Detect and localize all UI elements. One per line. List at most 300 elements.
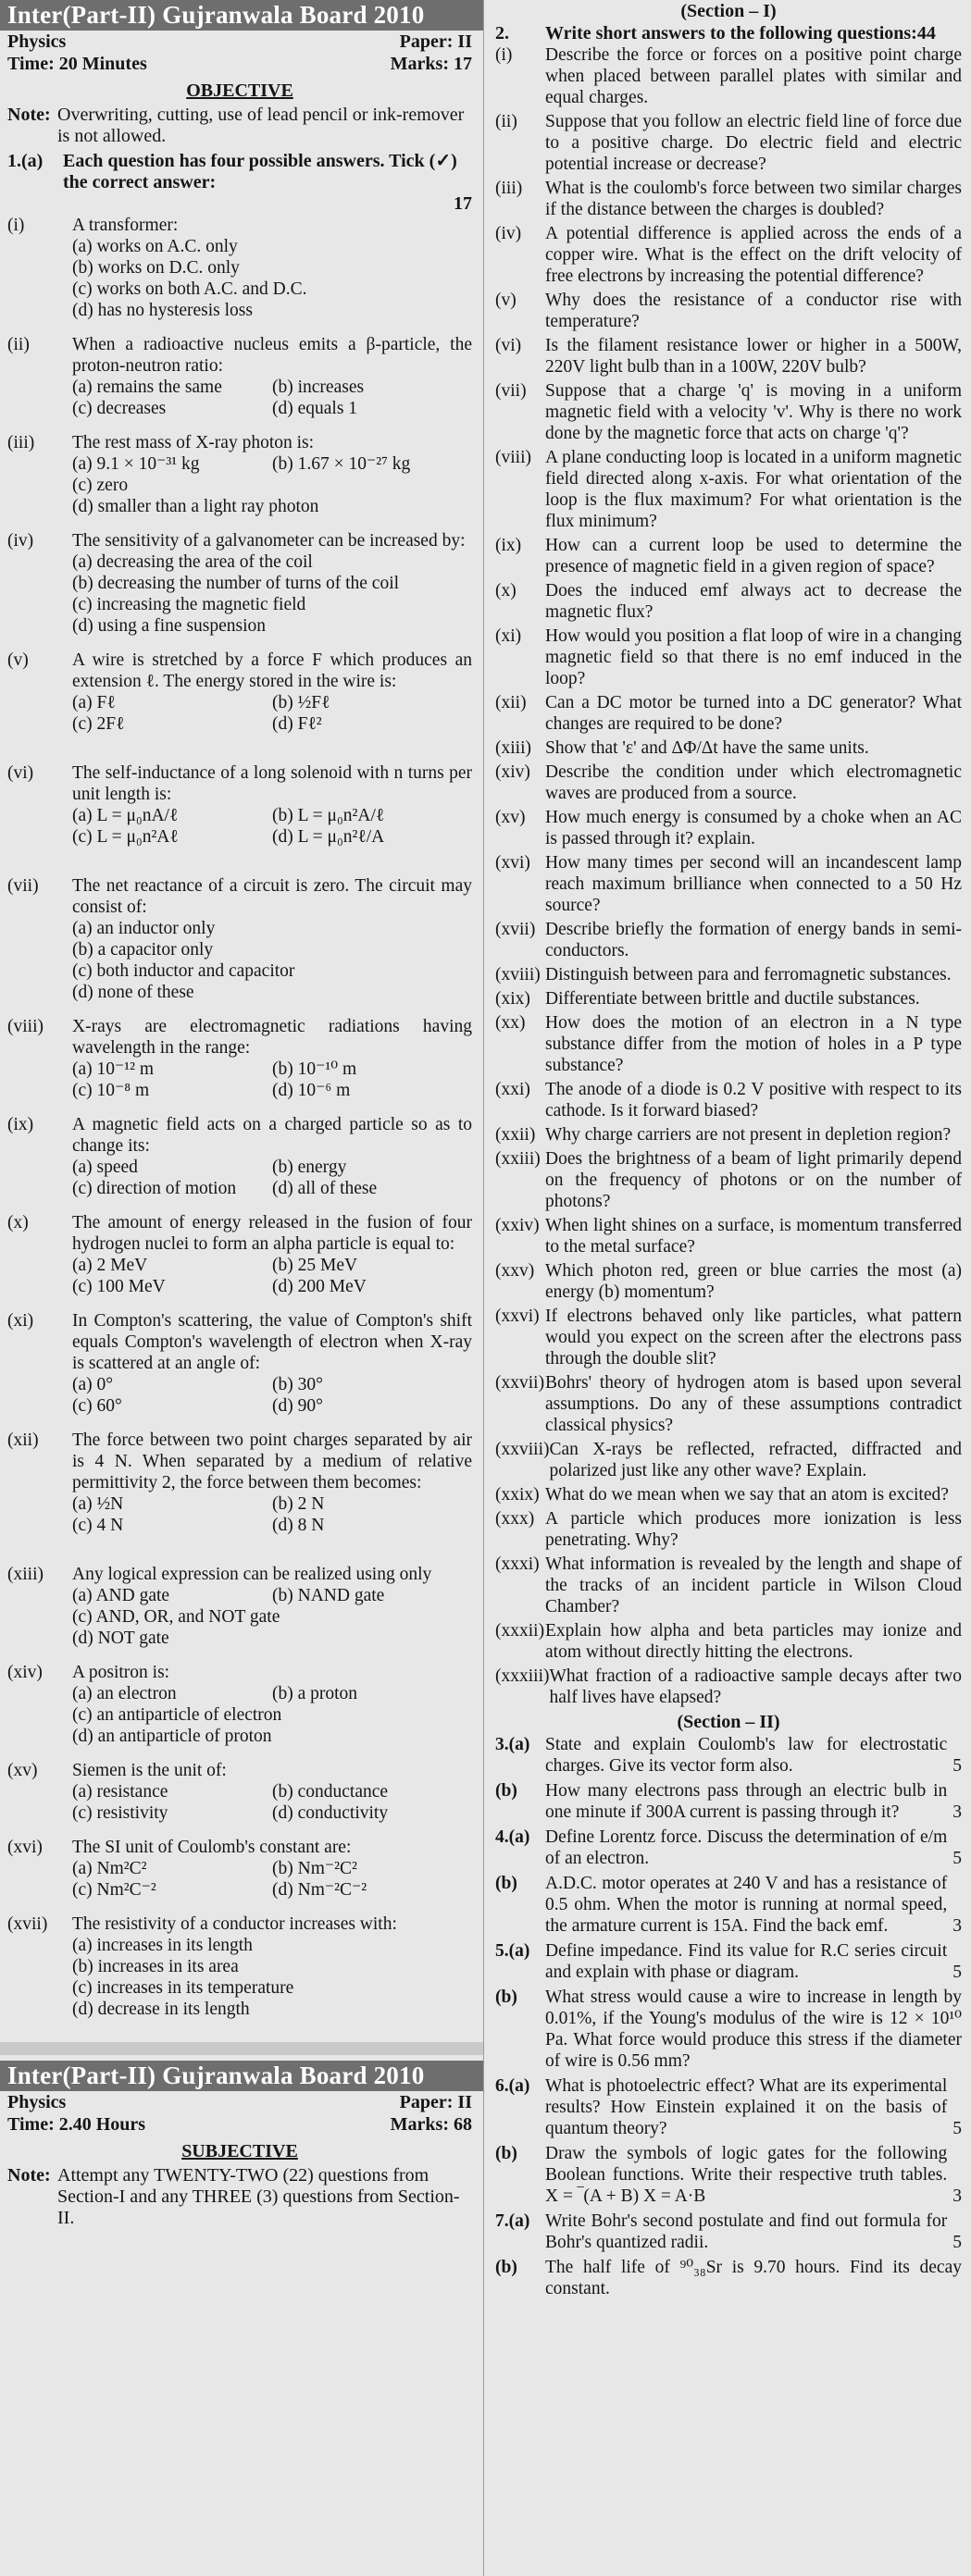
- mcq-option: (c) increases in its temperature: [72, 1978, 294, 1998]
- mcq-question: [7, 650, 472, 735]
- mcq-stem: Any logical expression can be realized using only: [72, 1565, 432, 1584]
- mcq-option: (d) conductivity: [272, 1803, 389, 1823]
- mcq-option: (b) ½Fℓ: [272, 693, 330, 712]
- spacer: [7, 1536, 472, 1564]
- short-question-number: (i): [495, 45, 513, 65]
- mcq-question: [7, 1212, 472, 1297]
- mcq-number: (iii): [7, 433, 35, 452]
- mcq-body: [72, 1114, 472, 1199]
- marks: Marks: 17: [390, 54, 472, 74]
- mcq-option: (d) has no hysteresis loss: [72, 301, 253, 320]
- short-question: [495, 380, 962, 444]
- long-question-number: (b): [495, 1781, 517, 1801]
- mcq-body: [72, 762, 472, 848]
- mcq-option: (d) decrease in its length: [72, 2000, 250, 2019]
- mcq-body: [72, 1913, 472, 2020]
- short-question: [495, 535, 962, 577]
- mcq-option: (d) 10⁻⁶ m: [272, 1081, 351, 1100]
- mcq-stem: A transformer:: [72, 216, 179, 235]
- short-question-number: (xi): [495, 626, 522, 646]
- short-question-text: Distinguish between para and ferromagnetic substances.: [545, 965, 952, 985]
- spacer: [7, 517, 472, 530]
- mcq-options: [72, 805, 472, 848]
- mcq-list: [7, 215, 472, 2033]
- section-2-heading: (Section – II): [677, 1712, 780, 1732]
- short-question-number: (xxviii): [495, 1440, 550, 1459]
- long-question: [495, 1940, 962, 1983]
- mcq-option: (c) AND, OR, and NOT gate: [72, 1607, 280, 1627]
- short-question-number: (xvi): [495, 853, 530, 873]
- mcq-stem: The resistivity of a conductor increases with:: [72, 1914, 397, 1934]
- mcq-option: (c) 100 MeV: [72, 1277, 166, 1296]
- short-question: [495, 988, 962, 1009]
- mcq-option: (c) both inductor and capacitor: [72, 961, 295, 981]
- note-label: Note:: [7, 105, 51, 125]
- spacer: [7, 1003, 472, 1016]
- long-question-number: 4.(a): [495, 1827, 530, 1847]
- short-question: [495, 1666, 962, 1708]
- short-question-number: (vii): [495, 381, 527, 401]
- mcq-body: [72, 530, 472, 637]
- mcq-number: (xvi): [7, 1838, 43, 1857]
- mcq-question: [7, 1564, 472, 1649]
- time: Time: 20 Minutes: [7, 54, 147, 74]
- short-question: [495, 625, 962, 689]
- subjective-note-label: Note:: [7, 2165, 51, 2186]
- q2-number: 2.: [495, 23, 509, 43]
- mcq-option: (b) a capacitor only: [72, 940, 214, 960]
- mcq-question: [7, 334, 472, 419]
- long-question: [495, 1734, 962, 1777]
- short-question-text: Describe the condition under which electromagnetic waves are produced from a source.: [545, 762, 962, 803]
- short-question-number: (x): [495, 581, 517, 601]
- short-question-text: If electrons behaved only like particles, what pattern would you expect on the screen after the electrons pass through the double slit?: [545, 1307, 962, 1368]
- mcq-option: (a) remains the same: [72, 378, 222, 397]
- mcq-body: [72, 1212, 472, 1297]
- mcq-options: [72, 1255, 472, 1297]
- short-question-number: (xxxi): [495, 1554, 540, 1574]
- mcq-option: (d) 8 N: [272, 1516, 325, 1535]
- mcq-option: (a) Fℓ: [72, 693, 116, 712]
- mcq-option: (b) energy: [272, 1158, 347, 1177]
- mcq-option: (c) works on both A.C. and D.C.: [72, 279, 307, 299]
- spacer: [7, 735, 472, 762]
- mcq-option: (a) ½N: [72, 1494, 124, 1514]
- mcq-number: (iv): [7, 531, 34, 551]
- short-question-number: (viii): [495, 448, 531, 467]
- mcq-options: [72, 1157, 472, 1199]
- short-question: [495, 335, 962, 378]
- mcq-question: [7, 762, 472, 848]
- mcq-option: (a) works on A.C. only: [72, 237, 238, 256]
- mcq-options: [72, 1683, 472, 1704]
- mcq-body: [72, 1662, 472, 1747]
- short-question-text: What is the coulomb's force between two similar charges if the distance between the charges is doubled?: [545, 179, 962, 219]
- short-question: [495, 762, 962, 804]
- mcq-option: (c) 10⁻⁸ m: [72, 1081, 150, 1100]
- mcq-stem: When a radioactive nucleus emits a β-particle, the proton-neutron ratio:: [72, 335, 472, 376]
- mcq-question: [7, 215, 472, 321]
- short-question-text: Suppose that a charge 'q' is moving in a uniform magnetic field with a velocity 'v'. Why is there no work done by the magnetic force that acts on charge 'q'?: [545, 381, 962, 443]
- long-question-marks: 5: [952, 2233, 962, 2252]
- mcq-option: (d) an antiparticle of proton: [72, 1727, 272, 1746]
- mcq-body: [72, 1760, 472, 1824]
- mcq-number: (ii): [7, 335, 30, 354]
- mcq-option: (a) Nm²C²: [72, 1859, 147, 1878]
- long-question-text: State and explain Coulomb's law for electrostatic charges. Give its vector form also.: [545, 1735, 948, 1776]
- mcq-option: (c) L = μ₀n²Aℓ: [72, 827, 179, 847]
- spacer: [7, 848, 472, 875]
- short-question-text: How would you position a flat loop of wire in a changing magnetic field so that there is no emf induced in the loop?: [545, 626, 962, 688]
- short-question: [495, 1554, 962, 1617]
- subjective-meta-2: [7, 2113, 472, 2136]
- short-question-number: (xvii): [495, 920, 536, 939]
- short-question-number: (iv): [495, 224, 522, 243]
- spacer: [7, 637, 472, 650]
- short-question: [495, 44, 962, 108]
- short-question-text: Does the induced emf always act to decrease the magnetic flux?: [545, 581, 962, 622]
- mcq-stem: The force between two point charges separated by air is 4 N. When separated by a medium of relative permittivity 2, the force between them becomes:: [72, 1430, 472, 1492]
- objective-heading: OBJECTIVE: [186, 80, 293, 101]
- short-question-text: Why does the resistance of a conductor rise with temperature?: [545, 291, 962, 331]
- short-question-text: How can a current loop be used to determine the presence of magnetic field in a given region of space?: [545, 536, 962, 576]
- mcq-option: (d) 200 MeV: [272, 1277, 367, 1296]
- short-question-text: Can a DC motor be turned into a DC generator? What changes are required to be done?: [545, 693, 962, 734]
- short-question-number: (xxix): [495, 1485, 540, 1505]
- note-text: Overwriting, cutting, use of lead pencil or ink-remover is not allowed.: [57, 105, 465, 146]
- mcq-option: (d) NOT gate: [72, 1629, 169, 1648]
- mcq-question: [7, 1837, 472, 1901]
- mcq-option: (b) works on D.C. only: [72, 258, 240, 278]
- short-question-number: (xxiii): [495, 1149, 541, 1169]
- long-question-marks: 3: [952, 2186, 962, 2206]
- short-question-text: A plane conducting loop is located in a uniform magnetic field directed along x-axis. For what orientation of the loop is the flux maximum? For what orientation is the flux minimum?: [545, 448, 962, 531]
- short-question: [495, 447, 962, 532]
- mcq-option: (b) 30°: [272, 1375, 323, 1394]
- mcq-option: (d) smaller than a light ray photon: [72, 497, 319, 516]
- spacer: [7, 321, 472, 334]
- long-question-list: [495, 1734, 962, 2299]
- short-question: [495, 1012, 962, 1076]
- short-question-number: (xviii): [495, 965, 541, 985]
- mcq-number: (xiii): [7, 1565, 44, 1584]
- mcq-number: (vii): [7, 876, 39, 896]
- subjective-paper: Paper: II: [399, 2092, 472, 2112]
- long-question-number: 6.(a): [495, 2076, 530, 2096]
- short-question-text: Differentiate between brittle and ductile substances.: [545, 989, 920, 1009]
- long-question-text: How many electrons pass through an electric bulb in one minute if 300A current is passing through it?: [545, 1781, 948, 1822]
- short-question-number: (ix): [495, 536, 522, 555]
- long-question-marks: 5: [952, 2119, 962, 2138]
- mcq-question: [7, 1913, 472, 2020]
- short-question-text: Which photon red, green or blue carries the most (a) energy (b) momentum?: [545, 1261, 962, 1302]
- divider: [0, 2042, 483, 2055]
- long-question: [495, 2257, 962, 2299]
- mcq-question: [7, 1760, 472, 1824]
- short-question-text: Describe the force or forces on a positive point charge when placed between parallel plates with similar and equal charges.: [545, 45, 962, 107]
- mcq-stem: The sensitivity of a galvanometer can be increased by:: [72, 531, 466, 551]
- mcq-number: (xvii): [7, 1914, 48, 1934]
- short-question: [495, 852, 962, 916]
- long-question-marks: 3: [952, 1802, 962, 1822]
- mcq-body: [72, 1564, 472, 1649]
- mcq-option: (a) increases in its length: [72, 1936, 253, 1955]
- mcq-option: (b) decreasing the number of turns of the coil: [72, 574, 400, 593]
- short-question-number: (xxxiii): [495, 1666, 550, 1686]
- objective-note: [7, 105, 472, 147]
- mcq-option: (b) 25 MeV: [272, 1256, 358, 1275]
- mcq-option: (b) L = μ₀n²A/ℓ: [272, 806, 385, 825]
- mcq-option: (c) resistivity: [72, 1803, 168, 1823]
- short-question: [495, 964, 962, 985]
- mcq-number: (v): [7, 650, 29, 670]
- mcq-question: [7, 1662, 472, 1747]
- mcq-question: [7, 530, 472, 637]
- mcq-option: (a) 9.1 × 10⁻³¹ kg: [72, 454, 200, 474]
- mcq-stem: A positron is:: [72, 1663, 170, 1682]
- long-question-marks: 5: [952, 1849, 962, 1868]
- long-question-text: The half life of ⁹⁰₃₈Sr is 9.70 hours. Find its decay constant.: [545, 2258, 962, 2298]
- mcq-option: (c) direction of motion: [72, 1179, 237, 1198]
- long-question: [495, 2075, 962, 2139]
- mcq-options: [72, 1781, 472, 1824]
- mcq-option: (c) decreases: [72, 399, 167, 418]
- mcq-options: [72, 692, 472, 735]
- mcq-options: [72, 1059, 472, 1101]
- long-question-text: Write Bohr's second postulate and find out formula for Bohr's quantized radii.: [545, 2211, 948, 2252]
- mcq-option: (a) AND gate: [72, 1586, 170, 1605]
- objective-column: [0, 0, 483, 2576]
- short-question: [495, 919, 962, 961]
- mcq-option: (a) an electron: [72, 1684, 177, 1703]
- objective-banner: Inter(Part-II) Gujranwala Board 2010: [0, 0, 483, 31]
- short-question: [495, 1620, 962, 1663]
- mcq-stem: A magnetic field acts on a charged particle so as to change its:: [72, 1115, 472, 1156]
- mcq-options: [72, 453, 472, 475]
- subjective-note-text: Attempt any TWENTY-TWO (22) questions from Section-I and any THREE (3) questions from Section-II.: [57, 2165, 460, 2228]
- long-question-number: (b): [495, 1988, 517, 2007]
- mcq-stem: The SI unit of Coulomb's constant are:: [72, 1838, 352, 1857]
- mcq-option: (d) L = μ₀n²ℓ/A: [272, 827, 385, 847]
- short-question-text: How much energy is consumed by a choke when an AC is passed through it? explain.: [545, 808, 962, 848]
- long-question: [495, 2143, 962, 2207]
- mcq-number: (ix): [7, 1115, 34, 1134]
- mcq-question: [7, 875, 472, 1003]
- subjective-heading: SUBJECTIVE: [181, 2141, 298, 2161]
- short-question-number: (xxi): [495, 1080, 530, 1099]
- short-question-number: (ii): [495, 112, 517, 131]
- spacer: [7, 1297, 472, 1310]
- mcq-option: (a) L = μ₀nA/ℓ: [72, 806, 179, 825]
- short-question-text: Explain how alpha and beta particles may ionize and atom without directly hitting the electrons.: [545, 1621, 962, 1662]
- mcq-question: [7, 1430, 472, 1536]
- short-question-text: A potential difference is applied across the ends of a copper wire. What is the effect on the drift velocity of free electrons by increasing the potential difference?: [545, 224, 962, 286]
- mcq-stem: Siemen is the unit of:: [72, 1761, 227, 1780]
- long-question: [495, 1780, 962, 1823]
- mcq-option: (a) decreasing the area of the coil: [72, 552, 313, 572]
- long-question-marks: 3: [952, 1916, 962, 1936]
- mcq-option: (d) Nm⁻²C⁻²: [272, 1880, 367, 1900]
- short-question-number: (xx): [495, 1013, 526, 1033]
- short-question-text: How does the motion of an electron in a N type substance differ from the motion of holes in a P type substance?: [545, 1013, 962, 1075]
- subjective-note: [7, 2165, 472, 2229]
- mcq-options: [72, 1374, 472, 1417]
- short-question-number: (xxiv): [495, 1216, 540, 1235]
- short-question-text: Show that 'ε' and ΔΦ/Δt have the same units.: [545, 738, 869, 758]
- mcq-body: [72, 1837, 472, 1901]
- short-question-number: (iii): [495, 179, 523, 198]
- short-question: [495, 178, 962, 220]
- mcq-option: (c) increasing the magnetic field: [72, 595, 306, 614]
- mcq-option: (b) increases: [272, 378, 365, 397]
- q1-number: 1.(a): [7, 151, 44, 171]
- mcq-number: (i): [7, 216, 25, 235]
- mcq-stem: A wire is stretched by a force F which produces an extension ℓ. The energy stored in the wire is:: [72, 650, 472, 691]
- short-question-list: [495, 44, 962, 1708]
- long-question-text: A.D.C. motor operates at 240 V and has a resistance of 0.5 ohm. When the motor is running at normal speed, the armature current is 15A. Find the back emf.: [545, 1874, 948, 1936]
- q1-text: Each question has four possible answers. Tick (✓) the correct answer:: [63, 151, 457, 192]
- mcq-question: [7, 1114, 472, 1199]
- spacer: [7, 1101, 472, 1114]
- mcq-stem: The net reactance of a circuit is zero. The circuit may consist of:: [72, 876, 472, 917]
- short-question-text: Why charge carriers are not present in depletion region?: [545, 1125, 952, 1145]
- spacer: [7, 419, 472, 432]
- short-question-text: Can X-rays be reflected, refracted, diffracted and polarized just like any other wave? Explain.: [549, 1440, 962, 1480]
- q1-marks: 17: [454, 193, 472, 214]
- long-question-text: What stress would cause a wire to increase in length by 0.01%, if the Young's modulus of the wire is 12 × 10¹⁰ Pa. What force would produce this stress if the diameter of wire is 0.56 mm?: [545, 1988, 962, 2071]
- mcq-option: (b) NAND gate: [272, 1586, 385, 1605]
- long-question: [495, 1827, 962, 1869]
- mcq-number: (viii): [7, 1017, 44, 1036]
- objective-meta-1: [7, 31, 472, 53]
- mcq-body: [72, 1016, 472, 1101]
- long-question-number: 3.(a): [495, 1735, 530, 1754]
- short-question: [495, 580, 962, 623]
- subjective-marks: Marks: 68: [390, 2114, 472, 2135]
- short-question-text: How many times per second will an incandescent lamp reach maximum brilliance when connected to a 50 Hz source?: [545, 853, 962, 915]
- short-question: [495, 1124, 962, 1146]
- mcq-option: (d) Fℓ²: [272, 714, 322, 734]
- mcq-option: (b) 10⁻¹⁰ m: [272, 1059, 357, 1079]
- mcq-number: (xiv): [7, 1663, 43, 1682]
- short-question: [495, 692, 962, 735]
- long-question-number: 7.(a): [495, 2211, 530, 2231]
- mcq-option: (a) resistance: [72, 1782, 168, 1802]
- mcq-body: [72, 1310, 472, 1417]
- long-question-marks: 5: [952, 1963, 962, 1982]
- mcq-options: [72, 1493, 472, 1536]
- short-question-text: What do we mean when we say that an atom is excited?: [545, 1485, 949, 1505]
- mcq-body: [72, 1430, 472, 1536]
- short-question-number: (xxx): [495, 1509, 535, 1529]
- mcq-option: (c) 60°: [72, 1396, 122, 1416]
- short-question-number: (xix): [495, 989, 530, 1009]
- short-question-text: Suppose that you follow an electric field line of force due to a positive charge. Do electric field and electric potential increase or decrease?: [545, 112, 962, 174]
- mcq-question: [7, 1310, 472, 1417]
- mcq-option: (d) equals 1: [272, 399, 358, 418]
- mcq-number: (xi): [7, 1311, 34, 1331]
- short-question: [495, 1260, 962, 1303]
- long-question-number: (b): [495, 2144, 517, 2163]
- short-question: [495, 1079, 962, 1121]
- mcq-option: (a) 10⁻¹² m: [72, 1059, 155, 1079]
- mcq-option: (d) 90°: [272, 1396, 323, 1416]
- q1-header: [7, 151, 472, 193]
- short-question-number: (xxxii): [495, 1621, 545, 1641]
- mcq-number: (xii): [7, 1430, 39, 1450]
- spacer: [7, 1199, 472, 1212]
- mcq-stem: The rest mass of X-ray photon is:: [72, 433, 315, 452]
- objective-meta-2: [7, 53, 472, 75]
- mcq-body: [72, 432, 472, 517]
- mcq-option: (c) 4 N: [72, 1516, 124, 1535]
- mcq-option: (a) 0°: [72, 1375, 114, 1394]
- q1-marks-row: [7, 193, 472, 215]
- mcq-option: (b) 1.67 × 10⁻²⁷ kg: [272, 454, 411, 474]
- long-question-text: Define impedance. Find its value for R.C series circuit and explain with phase or diagram.: [545, 1941, 948, 1982]
- mcq-question: [7, 1016, 472, 1101]
- long-question-marks: 5: [952, 1756, 962, 1776]
- short-question: [495, 1215, 962, 1257]
- short-question-number: (vi): [495, 336, 522, 355]
- short-question-text: Does the brightness of a beam of light primarily depend on the frequency of photons or on the number of photons?: [545, 1149, 962, 1211]
- subjective-time: Time: 2.40 Hours: [7, 2114, 146, 2135]
- short-question: [495, 1508, 962, 1551]
- spacer: [7, 2020, 472, 2033]
- mcq-number: (xv): [7, 1761, 38, 1780]
- long-question-text: What is photoelectric effect? What are its experimental results? How Einstein explained it on the basis of quantum theory?: [545, 2076, 948, 2138]
- mcq-stem: The amount of energy released in the fusion of four hydrogen nuclei to form an alpha particle is equal to:: [72, 1213, 472, 1254]
- subjective-column: [483, 0, 971, 2576]
- mcq-option: (d) none of these: [72, 983, 194, 1002]
- short-question-number: (xxii): [495, 1125, 536, 1145]
- short-question-text: What fraction of a radioactive sample decays after two half lives have elapsed?: [549, 1666, 962, 1707]
- mcq-option: (a) speed: [72, 1158, 138, 1177]
- mcq-body: [72, 334, 472, 419]
- short-question-number: (xxvii): [495, 1373, 545, 1393]
- short-question: [495, 807, 962, 849]
- long-question-text: Define Lorentz force. Discuss the determination of e/m of an electron.: [545, 1827, 948, 1868]
- short-question-text: Bohrs' theory of hydrogen atom is based upon several assumptions. Do any of these assumptions contradict classical physics?: [545, 1373, 962, 1435]
- mcq-number: (x): [7, 1213, 29, 1232]
- subjective-subject: Physics: [7, 2092, 67, 2112]
- short-question-number: (xiii): [495, 738, 531, 758]
- short-question: [495, 1372, 962, 1436]
- mcq-option: (d) all of these: [272, 1179, 378, 1198]
- mcq-option: (d) using a fine suspension: [72, 616, 267, 636]
- short-question: [495, 1148, 962, 1212]
- long-question: [495, 2211, 962, 2253]
- subjective-banner: Inter(Part-II) Gujranwala Board 2010: [0, 2061, 483, 2091]
- mcq-number: (vi): [7, 763, 34, 783]
- short-question-number: (xii): [495, 693, 527, 712]
- spacer: [7, 1417, 472, 1430]
- long-question: [495, 1987, 962, 2072]
- short-question: [495, 290, 962, 332]
- long-question-number: (b): [495, 1874, 517, 1893]
- subject: Physics: [7, 31, 67, 52]
- mcq-option: (b) conductance: [272, 1782, 389, 1802]
- mcq-option: (a) 2 MeV: [72, 1256, 148, 1275]
- short-question: [495, 1306, 962, 1369]
- short-question-text: A particle which produces more ionization is less penetrating. Why?: [545, 1509, 962, 1550]
- short-question-text: The anode of a diode is 0.2 V positive with respect to its cathode. Is it forward biased?: [545, 1080, 962, 1121]
- mcq-option: (b) increases in its area: [72, 1957, 239, 1976]
- paper: Paper: II: [399, 31, 472, 52]
- short-question-text: What information is revealed by the length and shape of the tracks of an incident particle in Wilson Cloud Chamber?: [545, 1554, 962, 1616]
- short-question: [495, 1439, 962, 1481]
- short-question-number: (xxv): [495, 1261, 535, 1281]
